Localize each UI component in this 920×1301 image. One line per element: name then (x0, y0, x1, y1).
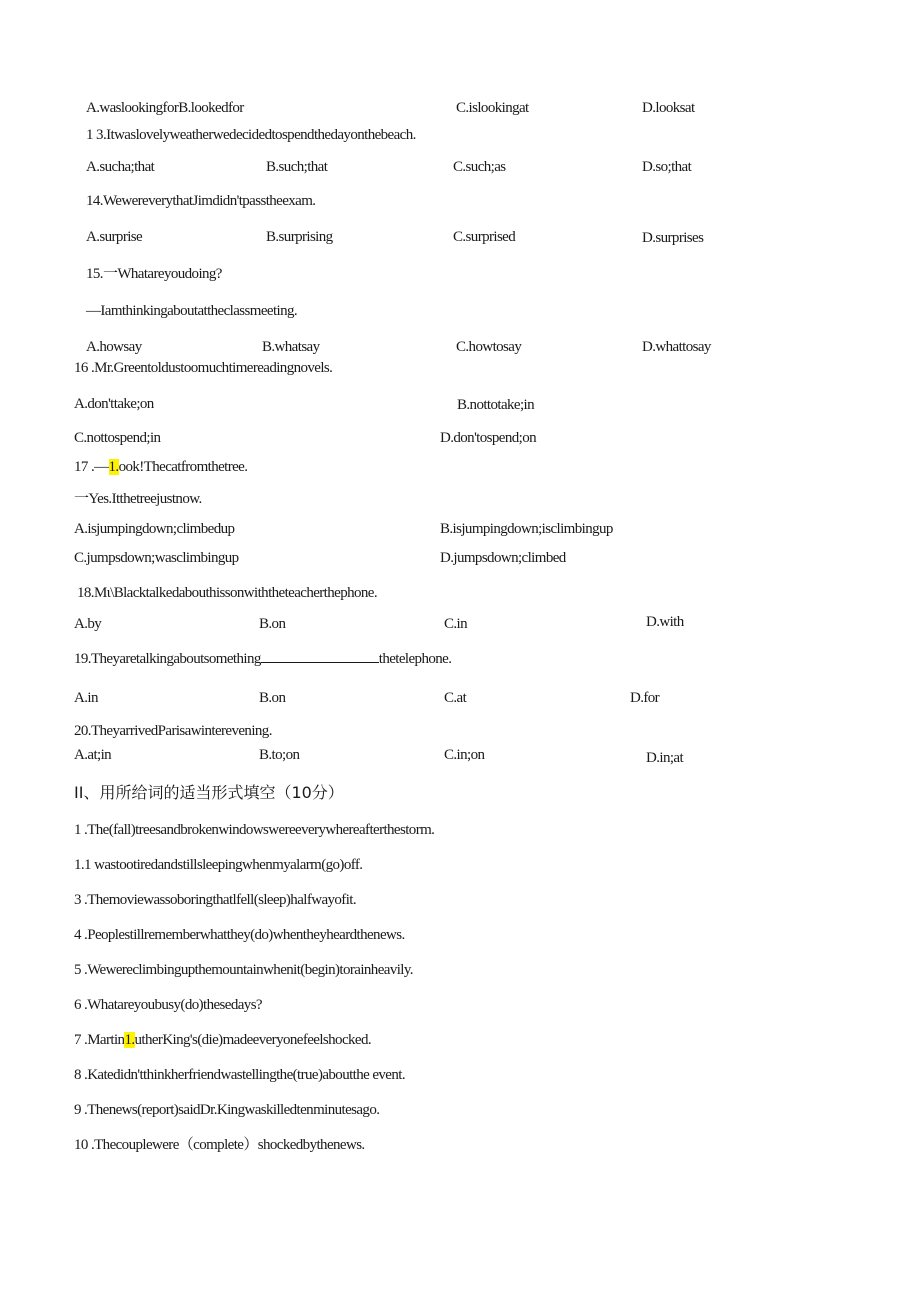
section2-item-7-highlight: 1. (124, 1032, 135, 1048)
q16-option-d: D.don'tospend;on (440, 430, 537, 446)
section2-item-7-prefix: 7 .Martin (74, 1032, 125, 1048)
q17-stem-rest: ook!Thecatfromthetree. (118, 459, 248, 475)
section2-item-7-rest: utherKing's(die)madeeveryonefeelshocked. (134, 1032, 372, 1048)
q13-option-a: A.sucha;that (86, 159, 155, 175)
section2-heading: II、用所给词的适当形式填空（10分） (74, 783, 344, 802)
q19-stem-prefix: 19.Theyaretalkingaboutsomething (74, 651, 261, 667)
section2-item-9: 9 .Thenews(report)saidDr.Kingwaskilledtenminutesago. (74, 1102, 380, 1118)
section2-item-7 (74, 1031, 371, 1049)
q19-option-b: B.on (259, 690, 286, 706)
section2-item-4: 4 .Peoplestillrememberwhatthey(do)whentheyheardthenews. (74, 927, 405, 943)
section2-item-5: 5 .Wewereclimbingupthemountainwhenit(begin)torainheavily. (74, 962, 413, 978)
q15-option-b: B.whatsay (262, 339, 320, 355)
section2-item-6: 6 .Whatareyoubusy(do)thesedays? (74, 997, 262, 1013)
q17-reply: 一Yes.Itthetreejustnow. (74, 491, 202, 507)
q18-option-a: A.by (74, 616, 102, 632)
q18-option-b: B.on (259, 616, 286, 632)
q17-option-a: A.isjumpingdown;climbedup (74, 521, 235, 537)
q13-option-d: D.so;that (642, 159, 692, 175)
q17-stem (74, 458, 247, 476)
q15-reply: —Iamthinkingaboutattheclassmeeting. (86, 303, 298, 319)
q20-option-a: A.at;in (74, 747, 112, 763)
q14-option-d: D.surprises (642, 230, 704, 246)
q12-option-ab: A.waslookingforB.lookedfor (86, 100, 244, 116)
q17-option-c: C.jumpsdown;wasclimbingup (74, 550, 239, 566)
q19-option-c: C.at (444, 690, 467, 706)
q18-option-c: C.in (444, 616, 468, 632)
section2-item-10: 10 .Thecouplewere（complete）shockedbythenews. (74, 1137, 365, 1153)
q17-option-b: B.isjumpingdown;isclimbingup (440, 521, 613, 537)
q19-blank (261, 650, 379, 663)
q16-option-c: C.nottospend;in (74, 430, 161, 446)
q20-stem: 20.TheyarrivedParisawinterevening. (74, 723, 272, 739)
section2-item-8: 8 .Katedidn'tthinkherfriendwastellingthe(true)aboutthe event. (74, 1067, 405, 1083)
q13-option-c: C.such;as (453, 159, 506, 175)
q16-option-b: B.nottotake;in (457, 397, 535, 413)
section2-item-3: 3 .Themoviewassoboringthatlfell(sleep)halfwayofit. (74, 892, 356, 908)
q19-option-d: D.for (630, 690, 660, 706)
q17-highlight: 1. (108, 459, 119, 475)
q15-option-d: D.whattosay (642, 339, 711, 355)
q14-option-c: C.surprised (453, 229, 516, 245)
q14-option-b: B.surprising (266, 229, 333, 245)
q15-option-a: A.howsay (86, 339, 142, 355)
section2-item-2: 1.1 wastootiredandstillsleepingwhenmyalarm(go)off. (74, 857, 363, 873)
q19-stem (74, 650, 451, 668)
q14-option-a: A.surprise (86, 229, 143, 245)
q13-stem: 1 3.Itwaslovelyweatherwedecidedtospendthedayonthebeach. (86, 127, 416, 143)
q18-option-d: D.with (646, 614, 684, 630)
q20-option-d: D.in;at (646, 750, 684, 766)
q17-stem-prefix: 17 .— (74, 459, 109, 475)
q15-stem: 15.一Whatareyoudoing? (86, 266, 222, 282)
q16-stem: 16 .Mr.Greentoldustoomuchtimereadingnovels. (74, 360, 333, 376)
q18-stem: 18.Mι\Blacktalkedabouthissonwiththeteacherthephone. (77, 585, 378, 601)
q16-option-a: A.don'ttake;on (74, 396, 154, 412)
q20-option-c: C.in;on (444, 747, 485, 763)
q20-option-b: B.to;on (259, 747, 300, 763)
q19-stem-rest: thetelephone. (378, 651, 452, 667)
q17-option-d: D.jumpsdown;climbed (440, 550, 566, 566)
q13-option-b: B.such;that (266, 159, 328, 175)
q14-stem: 14.WewereverythatJimdidn'tpasstheexam. (86, 193, 316, 209)
q15-option-c: C.howtosay (456, 339, 522, 355)
q19-option-a: A.in (74, 690, 98, 706)
q12-option-d: D.looksat (642, 100, 695, 116)
q12-option-c: C.islookingat (456, 100, 529, 116)
section2-item-1: 1 .The(fall)treesandbrokenwindowswereeverywhereafterthestorm. (74, 822, 435, 838)
